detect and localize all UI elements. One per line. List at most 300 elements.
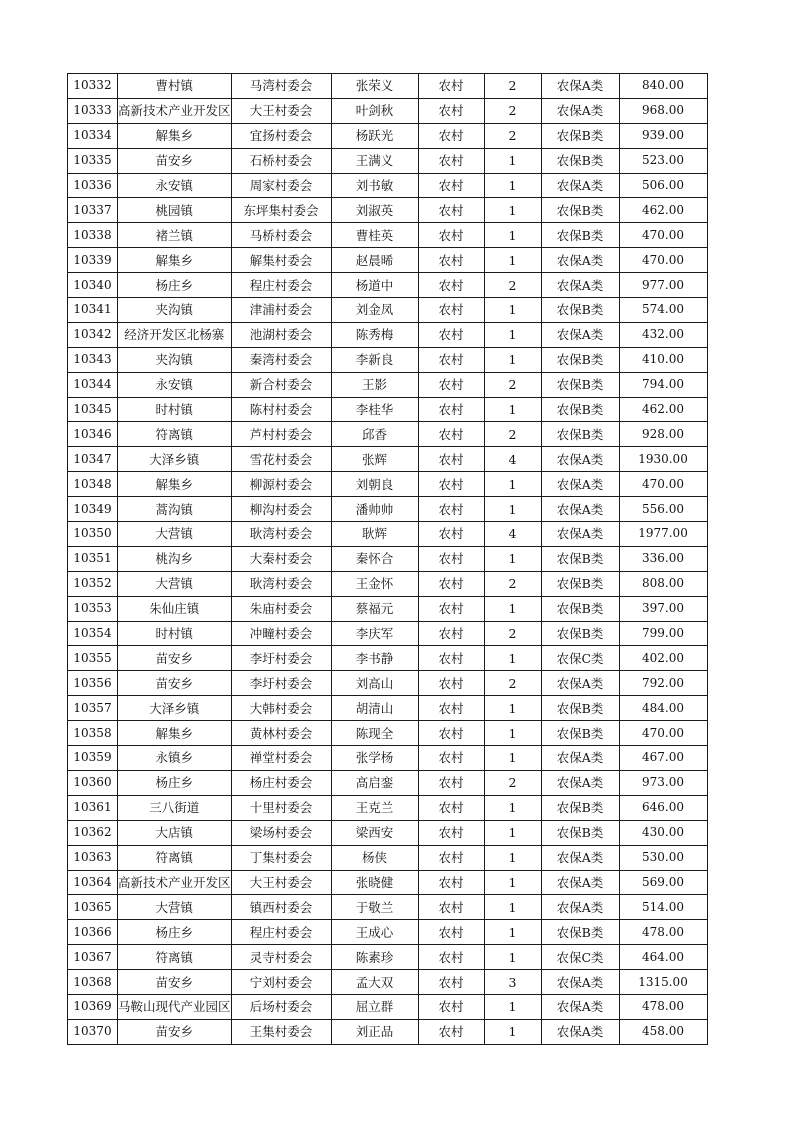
amount-cell: 514.00 [619,895,707,920]
insurance-category-cell: 农保B类 [541,696,619,721]
name-cell: 王克兰 [331,795,418,820]
township-cell: 杨庄乡 [118,770,232,795]
area-type-cell: 农村 [418,522,484,547]
record-id-cell: 10333 [68,98,118,123]
insurance-category-cell: 农保A类 [541,497,619,522]
household-count-cell: 1 [484,322,541,347]
name-cell: 陈现全 [331,721,418,746]
village-committee-cell: 解集村委会 [231,248,331,273]
amount-cell: 1315.00 [619,970,707,995]
record-id-cell: 10342 [68,322,118,347]
household-count-cell: 1 [484,596,541,621]
area-type-cell: 农村 [418,920,484,945]
record-id-cell: 10339 [68,248,118,273]
village-committee-cell: 程庄村委会 [231,273,331,298]
area-type-cell: 农村 [418,895,484,920]
household-count-cell: 2 [484,123,541,148]
amount-cell: 574.00 [619,298,707,323]
insurance-category-cell: 农保A类 [541,173,619,198]
record-id-cell: 10337 [68,198,118,223]
village-committee-cell: 宁刘村委会 [231,970,331,995]
village-committee-cell: 程庄村委会 [231,920,331,945]
insurance-category-cell: 农保A类 [541,472,619,497]
record-id-cell: 10336 [68,173,118,198]
amount-cell: 840.00 [619,74,707,99]
household-count-cell: 1 [484,173,541,198]
insurance-category-cell: 农保B类 [541,372,619,397]
name-cell: 李新良 [331,347,418,372]
amount-cell: 1977.00 [619,522,707,547]
village-committee-cell: 杨庄村委会 [231,770,331,795]
record-id-cell: 10353 [68,596,118,621]
household-count-cell: 1 [484,397,541,422]
table-row [68,721,708,746]
area-type-cell: 农村 [418,795,484,820]
township-cell: 符离镇 [118,845,232,870]
amount-cell: 462.00 [619,397,707,422]
township-cell: 高新技术产业开发区 [118,98,232,123]
area-type-cell: 农村 [418,74,484,99]
table-row [68,845,708,870]
table-row [68,173,708,198]
household-count-cell: 1 [484,895,541,920]
amount-cell: 1930.00 [619,447,707,472]
insurance-category-cell: 农保B类 [541,198,619,223]
household-count-cell: 2 [484,770,541,795]
village-committee-cell: 周家村委会 [231,173,331,198]
table-row [68,820,708,845]
household-count-cell: 1 [484,298,541,323]
area-type-cell: 农村 [418,770,484,795]
record-id-cell: 10365 [68,895,118,920]
name-cell: 张辉 [331,447,418,472]
amount-cell: 336.00 [619,546,707,571]
insurance-category-cell: 农保B类 [541,571,619,596]
name-cell: 李桂华 [331,397,418,422]
village-committee-cell: 后场村委会 [231,994,331,1019]
table-row [68,870,708,895]
amount-cell: 458.00 [619,1019,707,1044]
table-row [68,397,708,422]
township-cell: 大营镇 [118,895,232,920]
insurance-category-cell: 农保B类 [541,820,619,845]
insurance-category-cell: 农保A类 [541,770,619,795]
township-cell: 大泽乡镇 [118,447,232,472]
township-cell: 大营镇 [118,571,232,596]
record-id-cell: 10366 [68,920,118,945]
record-id-cell: 10368 [68,970,118,995]
area-type-cell: 农村 [418,98,484,123]
township-cell: 时村镇 [118,397,232,422]
village-committee-cell: 冲疃村委会 [231,621,331,646]
area-type-cell: 农村 [418,248,484,273]
village-committee-cell: 柳源村委会 [231,472,331,497]
name-cell: 张学杨 [331,746,418,771]
record-id-cell: 10360 [68,770,118,795]
household-count-cell: 1 [484,148,541,173]
records-table-body [68,74,708,1045]
insurance-category-cell: 农保B类 [541,621,619,646]
record-id-cell: 10359 [68,746,118,771]
table-row [68,447,708,472]
record-id-cell: 10349 [68,497,118,522]
record-id-cell: 10363 [68,845,118,870]
township-cell: 桃沟乡 [118,546,232,571]
amount-cell: 646.00 [619,795,707,820]
township-cell: 褚兰镇 [118,223,232,248]
table-row [68,98,708,123]
village-committee-cell: 李圩村委会 [231,646,331,671]
insurance-category-cell: 农保B类 [541,397,619,422]
record-id-cell: 10370 [68,1019,118,1044]
record-id-cell: 10335 [68,148,118,173]
area-type-cell: 农村 [418,123,484,148]
area-type-cell: 农村 [418,696,484,721]
area-type-cell: 农村 [418,298,484,323]
name-cell: 梁西安 [331,820,418,845]
area-type-cell: 农村 [418,646,484,671]
township-cell: 苗安乡 [118,646,232,671]
area-type-cell: 农村 [418,273,484,298]
name-cell: 高启銮 [331,770,418,795]
household-count-cell: 1 [484,920,541,945]
insurance-category-cell: 农保C类 [541,646,619,671]
record-id-cell: 10338 [68,223,118,248]
village-committee-cell: 津浦村委会 [231,298,331,323]
household-count-cell: 1 [484,198,541,223]
amount-cell: 523.00 [619,148,707,173]
area-type-cell: 农村 [418,994,484,1019]
township-cell: 永安镇 [118,372,232,397]
amount-cell: 808.00 [619,571,707,596]
township-cell: 大店镇 [118,820,232,845]
village-committee-cell: 耿湾村委会 [231,522,331,547]
area-type-cell: 农村 [418,372,484,397]
table-row [68,795,708,820]
amount-cell: 467.00 [619,746,707,771]
village-committee-cell: 朱庙村委会 [231,596,331,621]
village-committee-cell: 灵寺村委会 [231,945,331,970]
name-cell: 李书静 [331,646,418,671]
household-count-cell: 2 [484,273,541,298]
household-count-cell: 4 [484,522,541,547]
record-id-cell: 10354 [68,621,118,646]
insurance-category-cell: 农保B类 [541,920,619,945]
village-committee-cell: 芦村村委会 [231,422,331,447]
record-id-cell: 10369 [68,994,118,1019]
name-cell: 刘朝良 [331,472,418,497]
amount-cell: 432.00 [619,322,707,347]
amount-cell: 478.00 [619,920,707,945]
table-row [68,895,708,920]
village-committee-cell: 黄林村委会 [231,721,331,746]
table-row [68,646,708,671]
name-cell: 王满义 [331,148,418,173]
amount-cell: 462.00 [619,198,707,223]
insurance-category-cell: 农保B类 [541,347,619,372]
township-cell: 大泽乡镇 [118,696,232,721]
township-cell: 解集乡 [118,472,232,497]
household-count-cell: 1 [484,845,541,870]
village-committee-cell: 大韩村委会 [231,696,331,721]
name-cell: 叶剑秋 [331,98,418,123]
amount-cell: 973.00 [619,770,707,795]
area-type-cell: 农村 [418,870,484,895]
table-row [68,322,708,347]
table-row [68,770,708,795]
name-cell: 王金怀 [331,571,418,596]
table-row [68,347,708,372]
insurance-category-cell: 农保A类 [541,74,619,99]
table-row [68,1019,708,1044]
area-type-cell: 农村 [418,546,484,571]
household-count-cell: 1 [484,223,541,248]
record-id-cell: 10332 [68,74,118,99]
township-cell: 永镇乡 [118,746,232,771]
village-committee-cell: 秦湾村委会 [231,347,331,372]
township-cell: 符离镇 [118,945,232,970]
township-cell: 苗安乡 [118,1019,232,1044]
table-row [68,621,708,646]
village-committee-cell: 东坪集村委会 [231,198,331,223]
area-type-cell: 农村 [418,1019,484,1044]
name-cell: 杨跃光 [331,123,418,148]
name-cell: 于敬兰 [331,895,418,920]
table-row [68,248,708,273]
household-count-cell: 2 [484,422,541,447]
amount-cell: 410.00 [619,347,707,372]
household-count-cell: 4 [484,447,541,472]
insurance-category-cell: 农保A类 [541,671,619,696]
amount-cell: 799.00 [619,621,707,646]
area-type-cell: 农村 [418,621,484,646]
record-id-cell: 10364 [68,870,118,895]
village-committee-cell: 雪花村委会 [231,447,331,472]
amount-cell: 939.00 [619,123,707,148]
township-cell: 曹村镇 [118,74,232,99]
household-count-cell: 2 [484,74,541,99]
amount-cell: 464.00 [619,945,707,970]
area-type-cell: 农村 [418,820,484,845]
record-id-cell: 10343 [68,347,118,372]
name-cell: 刘高山 [331,671,418,696]
insurance-category-cell: 农保A类 [541,895,619,920]
insurance-category-cell: 农保A类 [541,98,619,123]
village-committee-cell: 大王村委会 [231,98,331,123]
household-count-cell: 1 [484,646,541,671]
table-row [68,123,708,148]
record-id-cell: 10346 [68,422,118,447]
table-row [68,198,708,223]
name-cell: 孟大双 [331,970,418,995]
name-cell: 杨侠 [331,845,418,870]
township-cell: 杨庄乡 [118,273,232,298]
amount-cell: 530.00 [619,845,707,870]
village-committee-cell: 马湾村委会 [231,74,331,99]
area-type-cell: 农村 [418,198,484,223]
record-id-cell: 10347 [68,447,118,472]
record-id-cell: 10361 [68,795,118,820]
table-row [68,920,708,945]
insurance-category-cell: 农保B类 [541,223,619,248]
area-type-cell: 农村 [418,970,484,995]
household-count-cell: 1 [484,945,541,970]
record-id-cell: 10344 [68,372,118,397]
amount-cell: 402.00 [619,646,707,671]
township-cell: 时村镇 [118,621,232,646]
name-cell: 张荣义 [331,74,418,99]
township-cell: 桃园镇 [118,198,232,223]
record-id-cell: 10357 [68,696,118,721]
insurance-category-cell: 农保B类 [541,721,619,746]
household-count-cell: 2 [484,571,541,596]
name-cell: 秦怀合 [331,546,418,571]
record-id-cell: 10340 [68,273,118,298]
name-cell: 刘淑英 [331,198,418,223]
insurance-category-cell: 农保B类 [541,422,619,447]
name-cell: 刘正品 [331,1019,418,1044]
household-count-cell: 1 [484,696,541,721]
area-type-cell: 农村 [418,422,484,447]
insurance-category-cell: 农保A类 [541,447,619,472]
area-type-cell: 农村 [418,571,484,596]
record-id-cell: 10348 [68,472,118,497]
village-committee-cell: 大王村委会 [231,870,331,895]
amount-cell: 928.00 [619,422,707,447]
township-cell: 经济开发区北杨寨 [118,322,232,347]
insurance-category-cell: 农保A类 [541,322,619,347]
area-type-cell: 农村 [418,347,484,372]
amount-cell: 470.00 [619,248,707,273]
insurance-category-cell: 农保B类 [541,795,619,820]
insurance-category-cell: 农保C类 [541,945,619,970]
area-type-cell: 农村 [418,596,484,621]
table-row [68,74,708,99]
household-count-cell: 1 [484,820,541,845]
record-id-cell: 10355 [68,646,118,671]
table-row [68,746,708,771]
insurance-category-cell: 农保A类 [541,248,619,273]
household-count-cell: 1 [484,546,541,571]
insurance-category-cell: 农保B类 [541,596,619,621]
area-type-cell: 农村 [418,746,484,771]
household-count-cell: 1 [484,994,541,1019]
amount-cell: 470.00 [619,472,707,497]
household-count-cell: 1 [484,870,541,895]
record-id-cell: 10367 [68,945,118,970]
area-type-cell: 农村 [418,148,484,173]
amount-cell: 792.00 [619,671,707,696]
amount-cell: 484.00 [619,696,707,721]
village-committee-cell: 梁场村委会 [231,820,331,845]
name-cell: 王成心 [331,920,418,945]
area-type-cell: 农村 [418,945,484,970]
records-table [67,73,708,1045]
village-committee-cell: 李圩村委会 [231,671,331,696]
table-row [68,298,708,323]
record-id-cell: 10350 [68,522,118,547]
area-type-cell: 农村 [418,472,484,497]
village-committee-cell: 镇西村委会 [231,895,331,920]
data-sheet [67,73,708,1045]
insurance-category-cell: 农保B类 [541,123,619,148]
amount-cell: 470.00 [619,721,707,746]
amount-cell: 478.00 [619,994,707,1019]
name-cell: 耿辉 [331,522,418,547]
table-row [68,223,708,248]
insurance-category-cell: 农保A类 [541,273,619,298]
insurance-category-cell: 农保A类 [541,746,619,771]
table-row [68,273,708,298]
amount-cell: 430.00 [619,820,707,845]
table-row [68,148,708,173]
record-id-cell: 10352 [68,571,118,596]
household-count-cell: 3 [484,970,541,995]
village-committee-cell: 耿湾村委会 [231,571,331,596]
area-type-cell: 农村 [418,397,484,422]
township-cell: 大营镇 [118,522,232,547]
name-cell: 刘金凤 [331,298,418,323]
name-cell: 屈立群 [331,994,418,1019]
township-cell: 蒿沟镇 [118,497,232,522]
amount-cell: 569.00 [619,870,707,895]
village-committee-cell: 新合村委会 [231,372,331,397]
name-cell: 赵晨晞 [331,248,418,273]
name-cell: 陈素珍 [331,945,418,970]
insurance-category-cell: 农保A类 [541,994,619,1019]
table-row [68,671,708,696]
area-type-cell: 农村 [418,497,484,522]
township-cell: 苗安乡 [118,970,232,995]
household-count-cell: 1 [484,1019,541,1044]
name-cell: 张晓健 [331,870,418,895]
household-count-cell: 2 [484,98,541,123]
insurance-category-cell: 农保B类 [541,298,619,323]
record-id-cell: 10358 [68,721,118,746]
township-cell: 苗安乡 [118,148,232,173]
area-type-cell: 农村 [418,223,484,248]
record-id-cell: 10362 [68,820,118,845]
insurance-category-cell: 农保A类 [541,845,619,870]
household-count-cell: 1 [484,472,541,497]
township-cell: 三八街道 [118,795,232,820]
village-committee-cell: 池湖村委会 [231,322,331,347]
township-cell: 高新技术产业开发区 [118,870,232,895]
table-row [68,696,708,721]
insurance-category-cell: 农保A类 [541,870,619,895]
name-cell: 王影 [331,372,418,397]
village-committee-cell: 禅堂村委会 [231,746,331,771]
township-cell: 夹沟镇 [118,347,232,372]
township-cell: 永安镇 [118,173,232,198]
table-row [68,422,708,447]
name-cell: 潘帅帅 [331,497,418,522]
village-committee-cell: 宜扬村委会 [231,123,331,148]
insurance-category-cell: 农保A类 [541,970,619,995]
township-cell: 苗安乡 [118,671,232,696]
table-row [68,546,708,571]
name-cell: 李庆军 [331,621,418,646]
household-count-cell: 1 [484,795,541,820]
amount-cell: 506.00 [619,173,707,198]
insurance-category-cell: 农保B类 [541,546,619,571]
village-committee-cell: 陈村村委会 [231,397,331,422]
insurance-category-cell: 农保A类 [541,1019,619,1044]
area-type-cell: 农村 [418,447,484,472]
household-count-cell: 1 [484,248,541,273]
record-id-cell: 10341 [68,298,118,323]
name-cell: 刘书敏 [331,173,418,198]
